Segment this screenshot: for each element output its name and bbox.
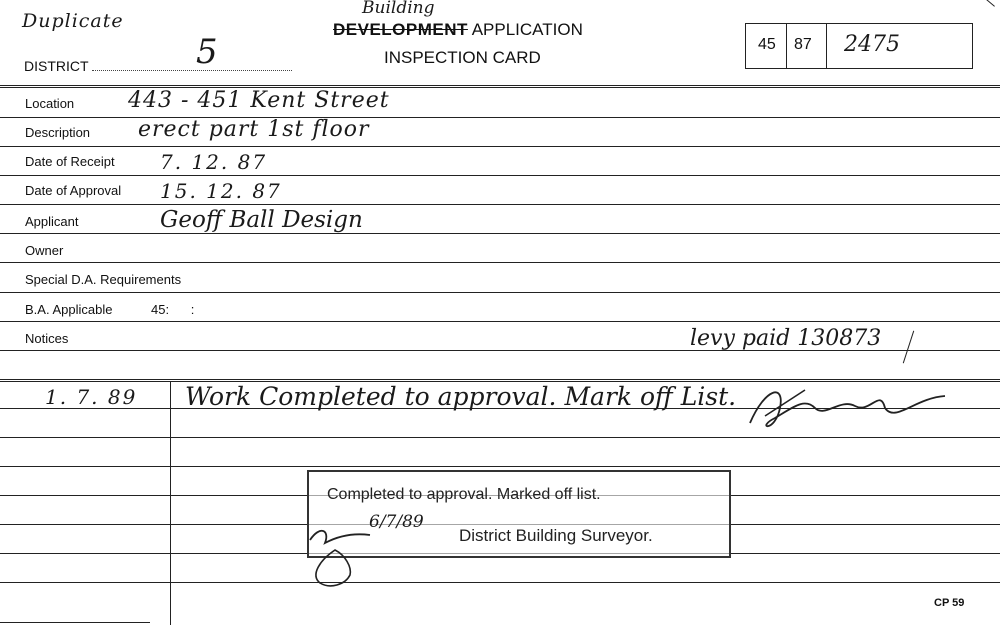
value-date-of-approval: 15. 12. 87 — [160, 179, 282, 203]
label-date-of-approval: Date of Approval — [25, 183, 122, 198]
stamp-date: 6/7/89 — [369, 512, 424, 532]
log-signature — [745, 378, 955, 433]
card-number-part-3: 2475 — [844, 32, 900, 57]
district-label — [24, 58, 292, 74]
label-applicant: Applicant — [25, 214, 79, 229]
value-date-of-receipt: 7. 12. 87 — [160, 150, 268, 174]
notices-slash — [903, 331, 914, 364]
label-description: Description — [25, 125, 91, 140]
struck-word: DEVELOPMENT — [333, 20, 468, 39]
duplicate-note: Duplicate — [22, 10, 124, 32]
log-divider — [170, 381, 171, 625]
card-number-part-1: 45 — [758, 36, 776, 53]
log-date: 1. 7. 89 — [45, 385, 138, 409]
log-entry: Work Completed to approval. Mark off List. — [185, 382, 737, 411]
value-location: 443 - 451 Kent Street — [128, 88, 390, 113]
label-special-da: Special D.A. Requirements — [25, 272, 182, 287]
application-word: APPLICATION — [471, 20, 583, 39]
card-number-part-2: 87 — [794, 36, 812, 53]
corner-mark — [985, 0, 995, 7]
label-date-of-receipt: Date of Receipt — [25, 154, 115, 169]
value-notices: levy paid 130873 — [690, 326, 882, 351]
value-ba-applicable: 45: : — [151, 302, 195, 317]
value-description: erect part 1st floor — [138, 117, 370, 142]
label-ba-applicable: B.A. Applicable — [25, 302, 113, 317]
form-code: CP 59 — [934, 597, 965, 609]
building-insert: Building — [362, 0, 435, 18]
card-number-box — [745, 23, 973, 69]
stamp-line-1: Completed to approval. Marked off list. — [327, 486, 601, 503]
value-applicant: Geoff Ball Design — [160, 207, 363, 233]
title-line-1 — [333, 20, 583, 40]
label-location: Location — [25, 96, 75, 111]
district-value: 5 — [196, 32, 218, 72]
title-line-2: INSPECTION CARD — [384, 48, 541, 67]
label-owner: Owner — [25, 243, 64, 258]
district-label-text: DISTRICT — [24, 58, 89, 74]
stamp-line-2: District Building Surveyor. — [459, 526, 653, 545]
stamp-signature — [300, 505, 380, 590]
label-notices: Notices — [25, 331, 69, 346]
